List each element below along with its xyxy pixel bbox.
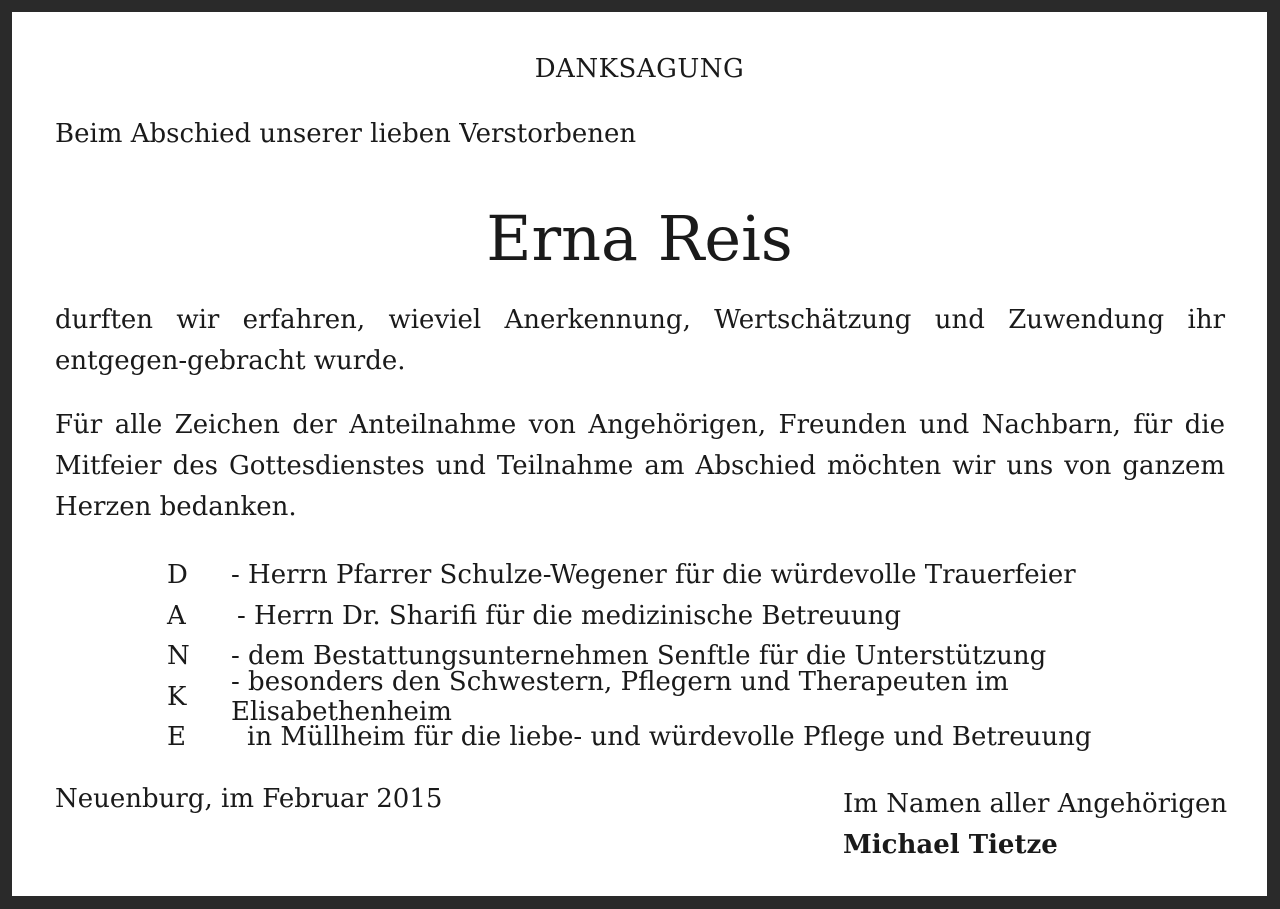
thanks-letter: K	[167, 681, 187, 712]
thanks-text: - besonders den Schwestern, Pflegern und Therapeuten im Elisabethenheim	[231, 666, 1009, 727]
place-date: Neuenburg, im Februar 2015	[55, 784, 443, 814]
paragraph-thanks: Für alle Zeichen der Anteilnahme von Angehörigen, Freunden und Nachbarn, für die Mitfeier des Gottesdienstes und Teilnahme am Abschied möchten wir uns von ganzem Herzen bedanken.	[55, 410, 1225, 522]
signature-line: Im Namen aller Angehörigen	[843, 789, 1228, 819]
paragraph-appreciation: durften wir erfahren, wieviel Anerkennung, Wertschätzung und Zuwendung ihr entgegen-gebracht wurde.	[55, 305, 1225, 376]
thanks-row	[167, 555, 1237, 596]
signer-name: Michael Tietze	[843, 830, 1058, 860]
obituary-notice	[12, 12, 1267, 896]
thanks-text: - Herrn Dr. Sharifi für die medizinische Betreuung	[237, 600, 902, 631]
thanks-row	[167, 596, 1237, 637]
thanks-letter: D	[167, 560, 188, 591]
notice-heading: DANKSAGUNG	[534, 54, 745, 84]
thanks-letter: E	[167, 722, 186, 753]
thanks-list	[167, 555, 1237, 758]
deceased-name: Erna Reis	[486, 202, 793, 275]
thanks-row	[167, 717, 1237, 758]
thanks-text: in Müllheim für die liebe- und würdevolle Pflege und Betreuung	[247, 722, 1092, 753]
thanks-text: - dem Bestattungsunternehmen Senftle für die Unterstützung	[231, 641, 1047, 672]
thanks-text: - Herrn Pfarrer Schulze-Wegener für die würdevolle Trauerfeier	[231, 560, 1076, 591]
intro-text: Beim Abschied unserer lieben Verstorbenen	[55, 119, 637, 149]
thanks-letter: A	[167, 600, 186, 631]
thanks-letter: N	[167, 641, 190, 672]
signature-block	[843, 784, 1227, 866]
thanks-row	[167, 666, 1237, 727]
